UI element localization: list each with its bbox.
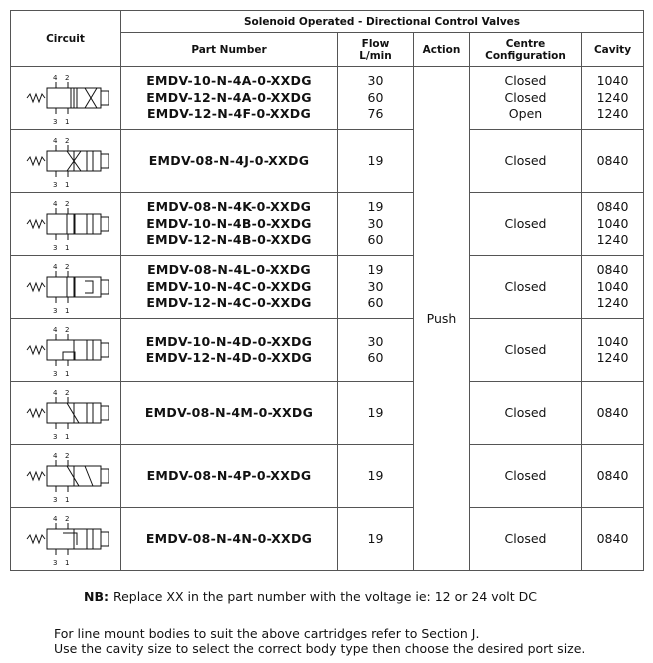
cavity-cell: 1040 1240 [582, 319, 644, 382]
part-number-cell: EMDV-10-N-4A-0-XXDG EMDV-12-N-4A-0-XXDG EMDV-12-N-4F-0-XXDG [121, 67, 338, 130]
flow-cell: 19 [338, 130, 414, 193]
svg-text:2: 2 [64, 200, 69, 208]
svg-text:3: 3 [52, 307, 57, 315]
valve-symbol-4n-icon [23, 511, 109, 567]
valve-symbol-4k-icon [23, 196, 109, 252]
svg-text:4: 4 [52, 200, 57, 208]
svg-text:1: 1 [64, 244, 69, 252]
svg-text:4: 4 [52, 515, 57, 523]
circuit-cell [11, 67, 121, 130]
cavity-header: Cavity [582, 33, 644, 67]
svg-text:2: 2 [64, 515, 69, 523]
circuit-cell [11, 256, 121, 319]
table-row [11, 508, 644, 571]
svg-text:3: 3 [52, 181, 57, 189]
flow-cell: 19 30 60 [338, 256, 414, 319]
svg-text:1: 1 [64, 433, 69, 441]
table-row [11, 67, 644, 130]
valve-symbol-4a-icon [23, 70, 109, 126]
cavity-cell: 0840 [582, 508, 644, 571]
cavity-cell: 0840 [582, 130, 644, 193]
valve-symbol-4m-icon [23, 385, 109, 441]
svg-text:4: 4 [52, 452, 57, 460]
svg-text:1: 1 [64, 181, 69, 189]
flow-cell: 19 [338, 382, 414, 445]
part-number-cell: EMDV-08-N-4K-0-XXDG EMDV-10-N-4B-0-XXDG EMDV-12-N-4B-0-XXDG [121, 193, 338, 256]
svg-text:4: 4 [52, 263, 57, 271]
table-row [11, 130, 644, 193]
svg-text:3: 3 [52, 559, 57, 567]
centre-config-cell: Closed [470, 382, 582, 445]
table-row [11, 445, 644, 508]
svg-text:1: 1 [64, 496, 69, 504]
svg-text:3: 3 [52, 496, 57, 504]
centre-config-cell: Closed Closed Open [470, 67, 582, 130]
svg-text:3: 3 [52, 370, 57, 378]
svg-text:1: 1 [64, 370, 69, 378]
cavity-cell: 0840 [582, 382, 644, 445]
centre-config-cell: Closed [470, 319, 582, 382]
centre-config-cell: Closed [470, 193, 582, 256]
part-number-header: Part Number [121, 33, 338, 67]
flow-cell: 19 30 60 [338, 193, 414, 256]
circuit-cell [11, 508, 121, 571]
info-line-1: For line mount bodies to suit the above cartridges refer to Section J. [54, 626, 480, 641]
svg-text:4: 4 [52, 389, 57, 397]
svg-text:3: 3 [52, 244, 57, 252]
svg-text:4: 4 [52, 74, 57, 82]
part-number-cell: EMDV-10-N-4D-0-XXDG EMDV-12-N-4D-0-XXDG [121, 319, 338, 382]
part-number-cell: EMDV-08-N-4L-0-XXDG EMDV-10-N-4C-0-XXDG EMDV-12-N-4C-0-XXDG [121, 256, 338, 319]
svg-text:2: 2 [64, 452, 69, 460]
svg-text:2: 2 [64, 74, 69, 82]
flow-cell: 30 60 [338, 319, 414, 382]
centre-config-cell: Closed [470, 256, 582, 319]
circuit-cell [11, 193, 121, 256]
circuit-header: Circuit [11, 11, 121, 67]
table-row [11, 193, 644, 256]
part-number-cell: EMDV-08-N-4M-0-XXDG [121, 382, 338, 445]
svg-text:3: 3 [52, 433, 57, 441]
svg-text:3: 3 [52, 118, 57, 126]
centre-config-cell: Closed [470, 130, 582, 193]
table-title: Solenoid Operated - Directional Control Valves [121, 11, 644, 33]
cavity-cell: 0840 [582, 445, 644, 508]
flow-header: Flow L/min [338, 33, 414, 67]
table-row [11, 382, 644, 445]
svg-text:1: 1 [64, 307, 69, 315]
cavity-cell: 0840 1040 1240 [582, 256, 644, 319]
nb-note: NB: Replace XX in the part number with the voltage ie: 12 or 24 volt DC [84, 589, 537, 604]
centre-config-header: Centre Configuration [470, 33, 582, 67]
svg-text:2: 2 [64, 263, 69, 271]
part-number-cell: EMDV-08-N-4J-0-XXDG [121, 130, 338, 193]
part-number-cell: EMDV-08-N-4P-0-XXDG [121, 445, 338, 508]
valve-symbol-4p-icon [23, 448, 109, 504]
circuit-cell [11, 382, 121, 445]
circuit-cell [11, 445, 121, 508]
cavity-cell: 0840 1040 1240 [582, 193, 644, 256]
svg-text:4: 4 [52, 137, 57, 145]
flow-cell: 19 [338, 445, 414, 508]
info-line-2: Use the cavity size to select the correct body type then choose the desired port size. [54, 641, 586, 656]
centre-config-cell: Closed [470, 445, 582, 508]
svg-text:2: 2 [64, 326, 69, 334]
flow-cell: 19 [338, 508, 414, 571]
svg-text:4: 4 [52, 326, 57, 334]
svg-text:1: 1 [64, 559, 69, 567]
table-row [11, 319, 644, 382]
flow-cell: 30 60 76 [338, 67, 414, 130]
table-row [11, 256, 644, 319]
circuit-cell [11, 130, 121, 193]
valve-symbol-4d-icon [23, 322, 109, 378]
valve-spec-table [10, 10, 644, 571]
valve-symbol-4j-icon [23, 133, 109, 189]
circuit-cell [11, 319, 121, 382]
action-cell: Push [414, 67, 470, 571]
centre-config-cell: Closed [470, 508, 582, 571]
info-note [54, 626, 585, 656]
svg-text:2: 2 [64, 137, 69, 145]
valve-symbol-4l-icon [23, 259, 109, 315]
svg-text:2: 2 [64, 389, 69, 397]
svg-text:1: 1 [64, 118, 69, 126]
action-header: Action [414, 33, 470, 67]
part-number-cell: EMDV-08-N-4N-0-XXDG [121, 508, 338, 571]
cavity-cell: 1040 1240 1240 [582, 67, 644, 130]
